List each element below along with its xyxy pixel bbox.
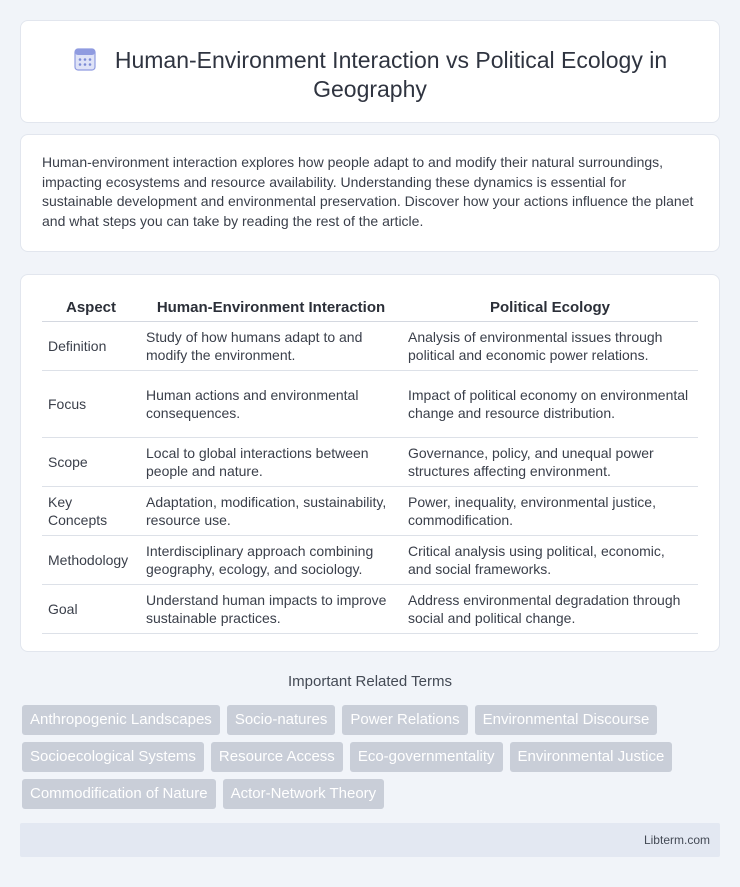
- row-pe: Power, inequality, environmental justice, commodification.: [402, 486, 698, 535]
- row-hei: Human actions and environmental consequences.: [140, 370, 402, 437]
- comparison-card: [20, 274, 720, 652]
- title-card: [20, 20, 720, 123]
- related-term-tag[interactable]: Environmental Discourse: [475, 705, 658, 735]
- row-pe: Analysis of environmental issues through political and economic power relations.: [402, 321, 698, 370]
- row-aspect: Methodology: [42, 535, 140, 584]
- header-aspect: Aspect: [42, 295, 140, 321]
- row-pe: Impact of political economy on environmental change and resource distribution.: [402, 370, 698, 437]
- header-human-environment: Human-Environment Interaction: [140, 295, 402, 321]
- row-hei: Interdisciplinary approach combining geography, ecology, and sociology.: [140, 535, 402, 584]
- related-term-tag[interactable]: Environmental Justice: [510, 742, 673, 772]
- related-terms-heading: Important Related Terms: [288, 673, 452, 690]
- row-hei: Local to global interactions between people and nature.: [140, 437, 402, 486]
- row-aspect: Key Concepts: [42, 486, 140, 535]
- row-hei: Study of how humans adapt to and modify the environment.: [140, 321, 402, 370]
- related-terms-list: [22, 705, 722, 809]
- comparison-table: [42, 295, 698, 634]
- row-hei: Adaptation, modification, sustainability, resource use.: [140, 486, 402, 535]
- intro-paragraph: Human-environment interaction explores how people adapt to and modify their natural surroundings, impacting ecosystems and resource availability. Understanding these dynamics is essential for sustainable development and environmental preservation. Discover how your actions influence the planet and what steps you can take by reading the rest of the article.: [42, 154, 694, 229]
- related-term-tag[interactable]: Resource Access: [211, 742, 343, 772]
- row-aspect: Goal: [42, 584, 140, 633]
- related-term-tag[interactable]: Eco-governmentality: [350, 742, 503, 772]
- related-term-tag[interactable]: Commodification of Nature: [22, 779, 216, 809]
- footer: [20, 823, 720, 857]
- row-aspect: Focus: [42, 370, 140, 437]
- row-hei: Understand human impacts to improve sustainable practices.: [140, 584, 402, 633]
- row-pe: Critical analysis using political, economic, and social frameworks.: [402, 535, 698, 584]
- related-term-tag[interactable]: Socio-natures: [227, 705, 336, 735]
- document-icon: [73, 46, 97, 72]
- table-row: [42, 584, 698, 633]
- row-pe: Address environmental degradation through social and political change.: [402, 584, 698, 633]
- table-row: [42, 321, 698, 370]
- related-term-tag[interactable]: Anthropogenic Landscapes: [22, 705, 220, 735]
- table-row: [42, 370, 698, 437]
- page-title-text: Human-Environment Interaction vs Political Ecology in Geography: [114, 47, 668, 102]
- footer-site-link[interactable]: Libterm.com: [643, 833, 710, 847]
- related-term-tag[interactable]: Power Relations: [342, 705, 467, 735]
- row-pe: Governance, policy, and unequal power structures affecting environment.: [402, 437, 698, 486]
- header-political-ecology: Political Ecology: [402, 295, 698, 321]
- row-aspect: Definition: [42, 321, 140, 370]
- related-term-tag[interactable]: Socioecological Systems: [22, 742, 204, 772]
- intro-card: [20, 134, 720, 252]
- table-row: [42, 486, 698, 535]
- table-row: [42, 437, 698, 486]
- table-row: [42, 535, 698, 584]
- page-title: [51, 46, 689, 104]
- row-aspect: Scope: [42, 437, 140, 486]
- table-header-row: [42, 295, 698, 321]
- related-term-tag[interactable]: Actor-Network Theory: [223, 779, 385, 809]
